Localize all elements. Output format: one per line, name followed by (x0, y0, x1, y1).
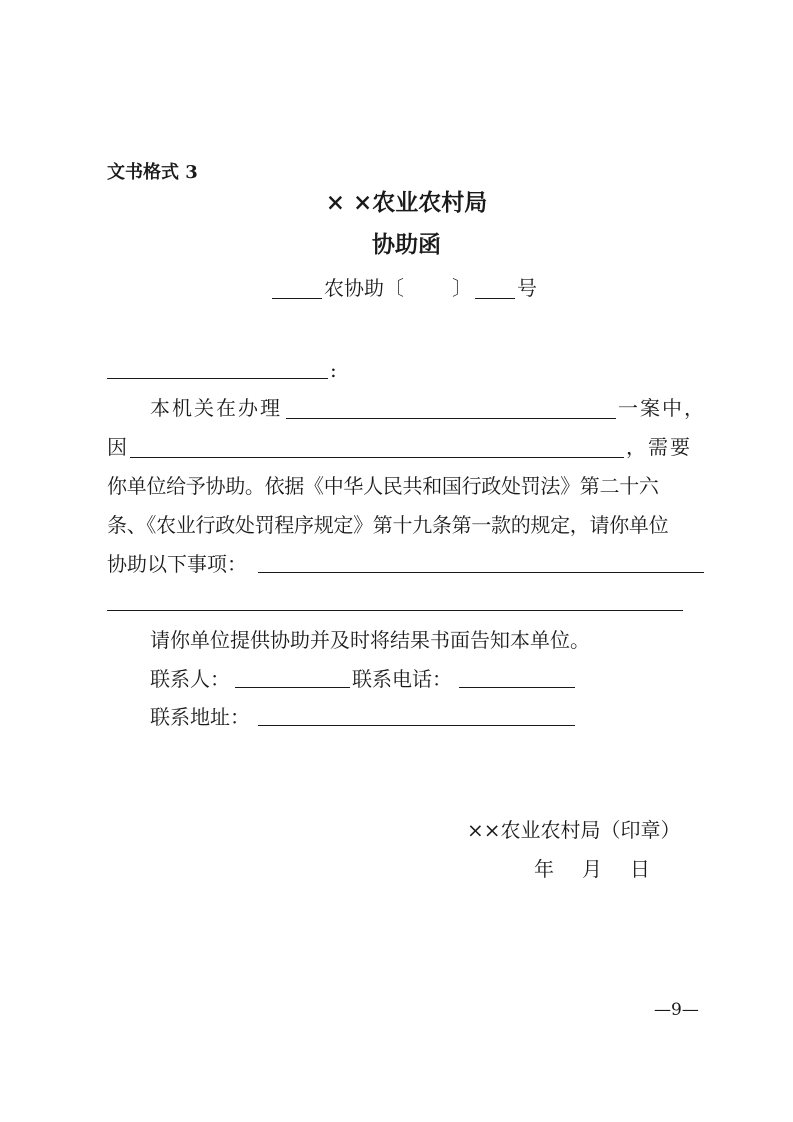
contact-phone-label: 联系电话： (352, 667, 452, 691)
recipient-colon: : (330, 358, 337, 382)
p1-suffix: 一案中， (618, 396, 706, 420)
contact-address-label: 联系地址： (150, 705, 250, 729)
contact-address-blank[interactable] (258, 725, 575, 726)
contact-person-label: 联系人： (150, 667, 230, 691)
format-label: 文书格式 3 (107, 162, 198, 183)
p4-text: 条、《农业行政处罚程序规定》第十九条第一款的规定，请你单位 (107, 513, 669, 537)
p1-prefix: 本机关在办理 (150, 396, 282, 420)
p3-text: 你单位给予协助。依据《中华人民共和国行政处罚法》第二十六 (107, 474, 659, 498)
p5-prefix: 协助以下事项： (107, 552, 247, 576)
doc-number-serial-blank[interactable] (475, 298, 515, 299)
doc-number-bracket-close: 〕 (452, 276, 472, 300)
p2-suffix: ，需要 (626, 435, 692, 459)
doc-title: 协助函 (372, 231, 441, 258)
doc-number-suffix: 号 (517, 276, 537, 300)
matters-blank-1[interactable] (258, 572, 704, 573)
page-number: —9— (654, 1000, 699, 1020)
reason-blank[interactable] (130, 457, 624, 458)
contact-person-blank[interactable] (235, 687, 350, 688)
p2-prefix: 因 (107, 435, 127, 459)
seal-text: ××农业农村局（印章） (467, 818, 681, 842)
doc-number-prefix-blank[interactable] (272, 298, 322, 299)
agency-title: × ×农业农村局 (325, 189, 488, 216)
contact-phone-blank[interactable] (459, 687, 575, 688)
matters-blank-2[interactable] (107, 610, 683, 611)
recipient-blank[interactable] (107, 378, 328, 379)
date-text: 年 月 日 (534, 857, 654, 881)
request-text: 请你单位提供协助并及时将结果书面告知本单位。 (150, 628, 590, 652)
case-name-blank[interactable] (286, 418, 616, 419)
doc-number-middle: 农协助〔 (324, 276, 404, 300)
